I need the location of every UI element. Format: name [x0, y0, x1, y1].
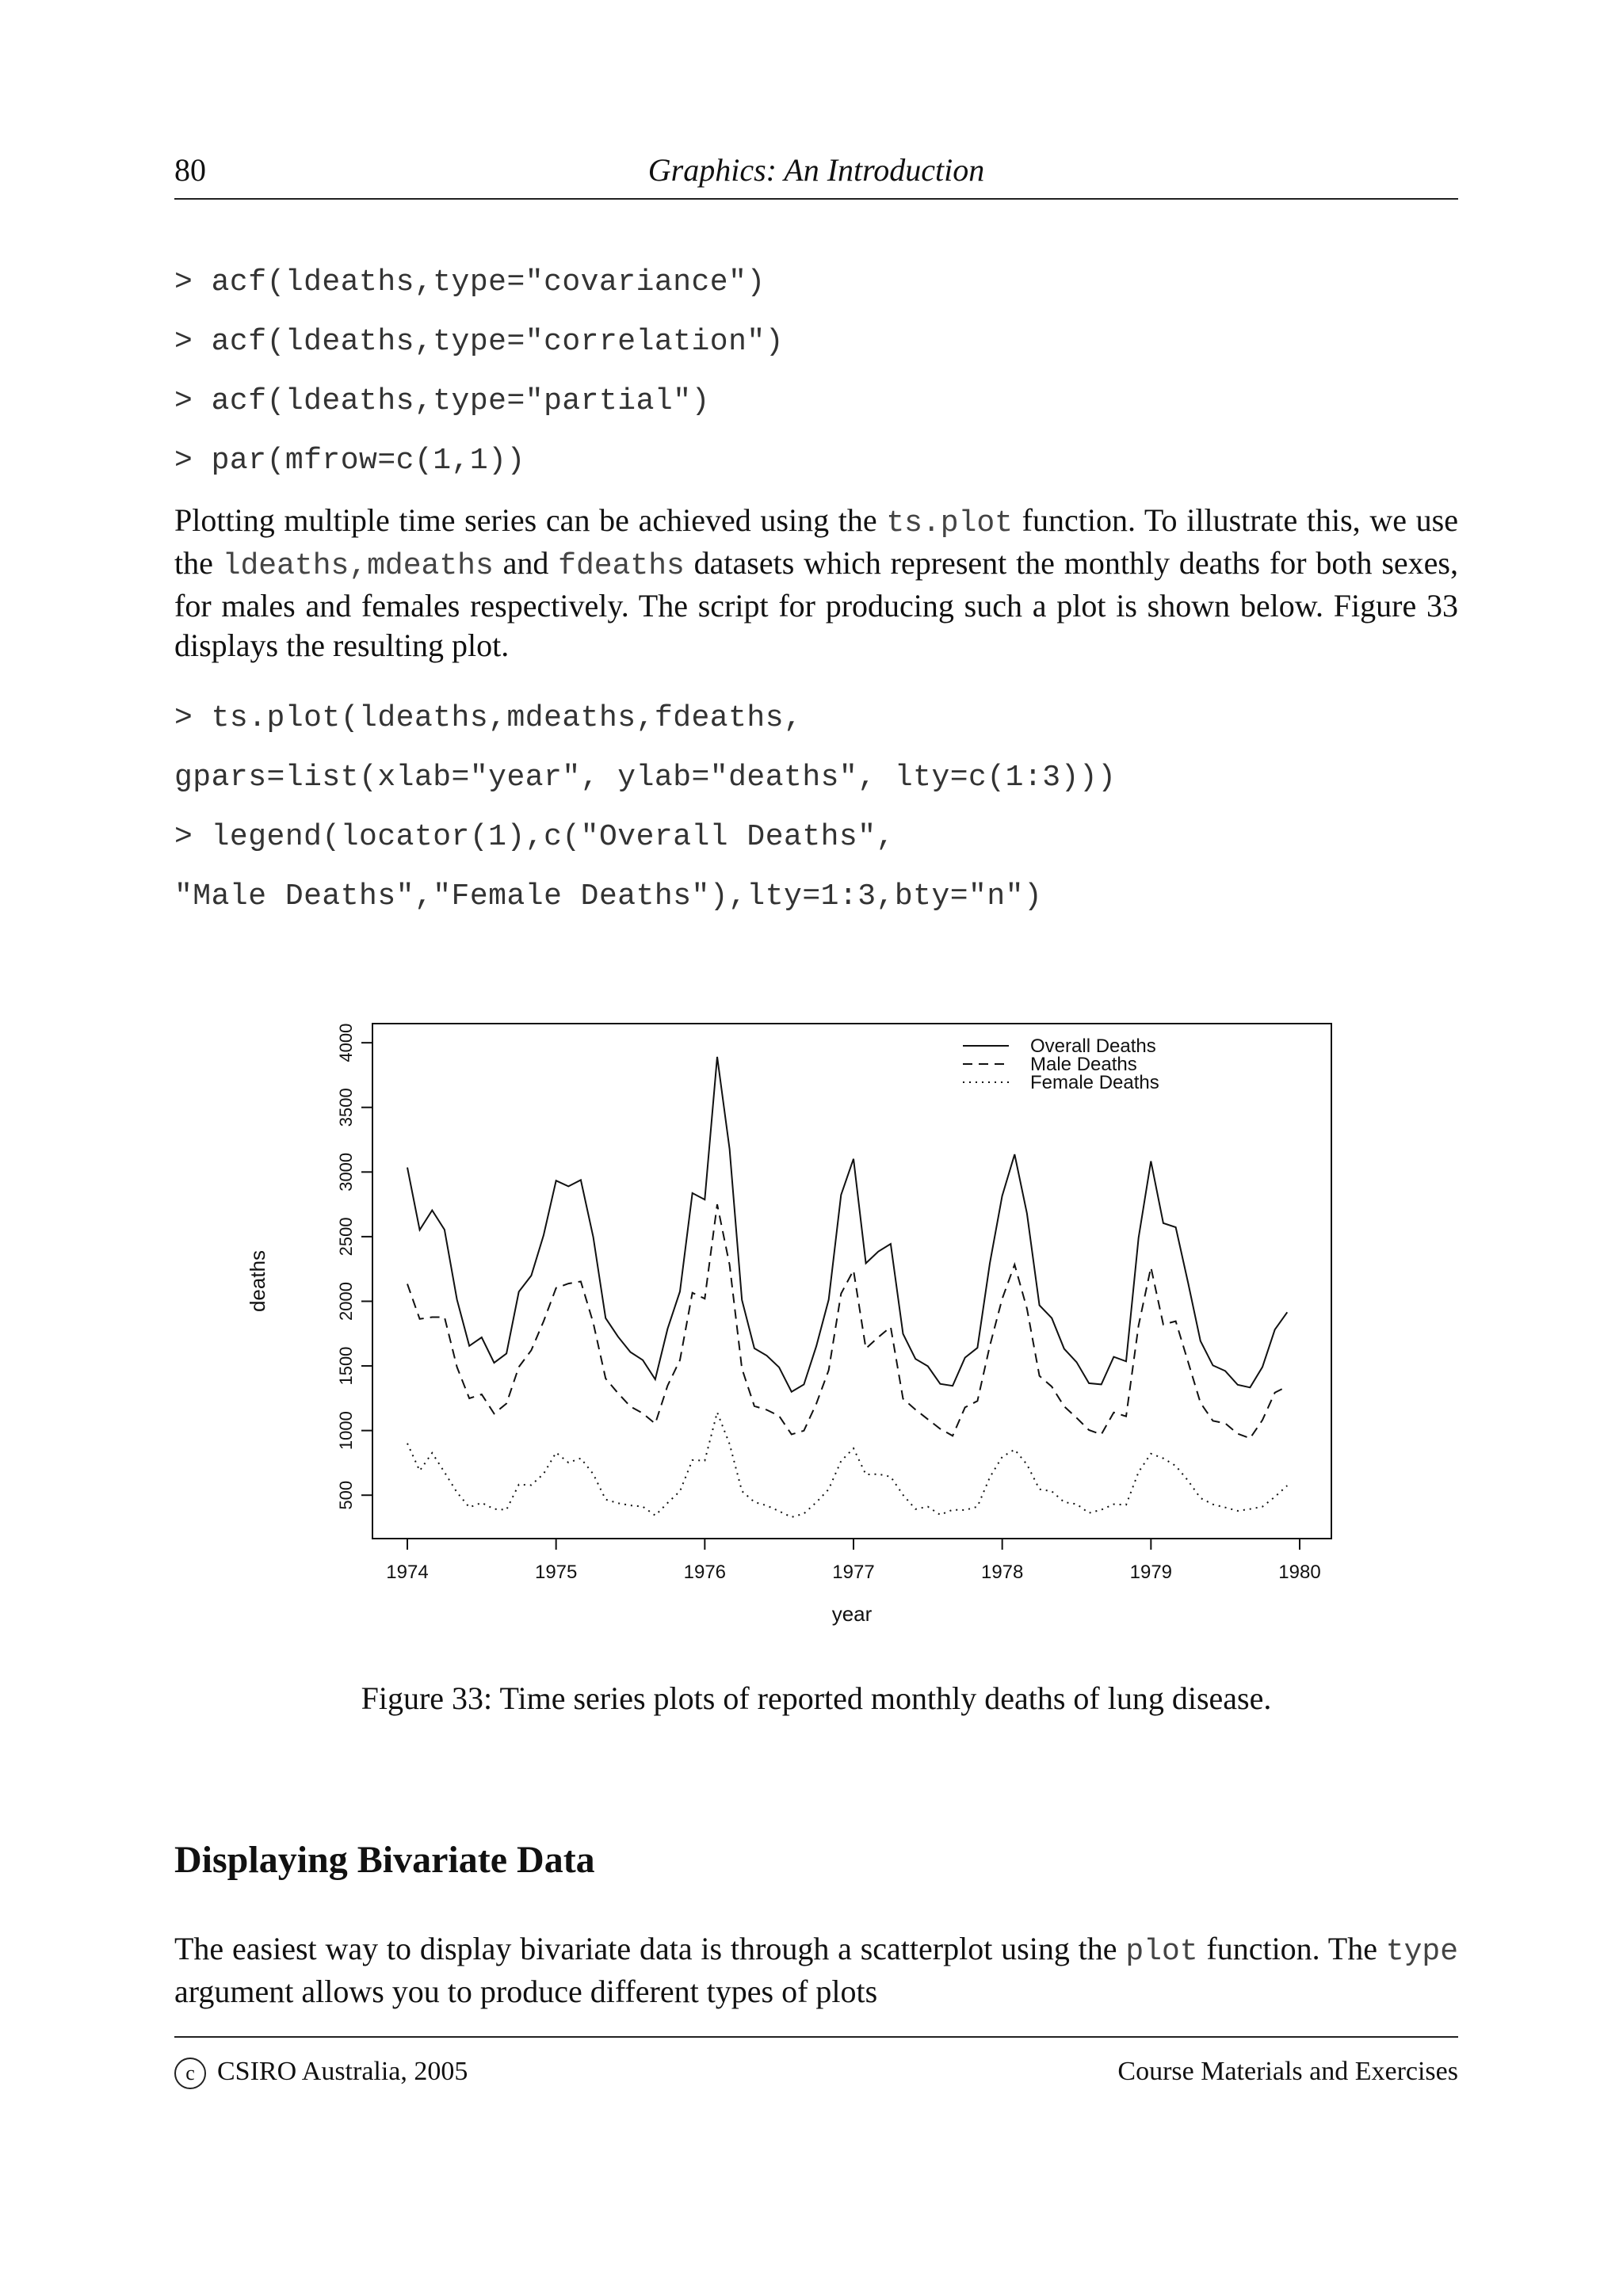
inline-code: ts.plot	[886, 506, 1013, 540]
figure-33	[238, 1006, 1363, 1640]
inline-code: type	[1385, 1935, 1459, 1969]
page-header	[174, 151, 1458, 200]
text-run: datasets which represent the monthly deaths for both sexes, for males and females respectively. The script for producing such a plot is shown below. Figure 33 displays the resulting plot.	[174, 545, 1458, 663]
x-tick-label: 1974	[386, 1562, 429, 1583]
code-line: > legend(locator(1),c("Overall Deaths",	[174, 820, 895, 854]
code-line: > acf(ldeaths,type="correlation")	[174, 325, 785, 359]
footer-copyright: CSIRO Australia, 2005	[217, 2057, 468, 2086]
section-title: Displaying Bivariate Data	[174, 1839, 595, 1881]
text-run: function. To illustrate this, we use the	[174, 502, 1459, 581]
x-tick-label: 1975	[534, 1562, 578, 1583]
x-tick-label: 1976	[683, 1562, 727, 1583]
x-tick-label: 1980	[1278, 1562, 1321, 1583]
copyright-icon: c	[174, 2058, 206, 2089]
y-tick-label: 4000	[336, 1023, 356, 1062]
footer-left	[174, 2057, 468, 2089]
text-run: The easiest way to display bivariate data is through a scatterplot using the	[174, 1931, 1126, 1966]
inline-code: fdeaths	[558, 549, 685, 583]
text-run: Plotting multiple time series can be achieved using the	[174, 502, 887, 538]
legend-label: Overall Deaths	[1030, 1035, 1156, 1057]
x-tick-label: 1978	[980, 1562, 1024, 1583]
y-tick-label: 3500	[336, 1088, 356, 1127]
text-run: argument allows you to produce different types of plots	[174, 1974, 878, 2009]
time-series-chart	[238, 1006, 1363, 1640]
series-line-male-deaths	[407, 1204, 1287, 1438]
text-run: and	[493, 545, 559, 581]
code-line: gpars=list(xlab="year", ylab="deaths", lty=c(1:3)))	[174, 761, 1117, 795]
inline-code: ldeaths,mdeaths	[222, 549, 494, 583]
y-axis-label: deaths	[246, 1249, 269, 1313]
y-tick-label: 1500	[336, 1346, 356, 1386]
legend-label: Male Deaths	[1030, 1054, 1137, 1075]
paragraph-bivariate	[174, 1929, 1458, 2012]
y-tick-label: 500	[336, 1480, 356, 1510]
x-tick-label: 1977	[832, 1562, 875, 1583]
text-run: function. The	[1197, 1931, 1386, 1966]
page-footer	[174, 2036, 1458, 2109]
series-line-female-deaths	[407, 1413, 1287, 1517]
inline-code: plot	[1125, 1935, 1198, 1969]
code-line: > acf(ldeaths,type="partial")	[174, 384, 710, 418]
page-number: 80	[174, 152, 206, 188]
running-title: Graphics: An Introduction	[647, 152, 985, 188]
footer-right: Course Materials and Exercises	[1117, 2057, 1458, 2086]
x-axis-label: year	[831, 1602, 873, 1626]
paragraph-intro	[174, 501, 1458, 666]
figure-caption: Figure 33: Time series plots of reported monthly deaths of lung disease.	[361, 1680, 1272, 1716]
y-tick-label: 2000	[336, 1281, 356, 1321]
code-line: "Male Deaths","Female Deaths"),lty=1:3,bty="n")	[174, 879, 1043, 913]
y-tick-label: 1000	[336, 1411, 356, 1451]
legend-label: Female Deaths	[1030, 1072, 1159, 1093]
code-line: > par(mfrow=c(1,1))	[174, 444, 525, 478]
y-tick-label: 2500	[336, 1217, 356, 1257]
code-line: > acf(ldeaths,type="covariance")	[174, 265, 766, 299]
x-tick-label: 1979	[1129, 1562, 1173, 1583]
series-line-overall-deaths	[407, 1057, 1287, 1392]
y-tick-label: 3000	[336, 1152, 356, 1192]
code-line: > ts.plot(ldeaths,mdeaths,fdeaths,	[174, 701, 803, 735]
